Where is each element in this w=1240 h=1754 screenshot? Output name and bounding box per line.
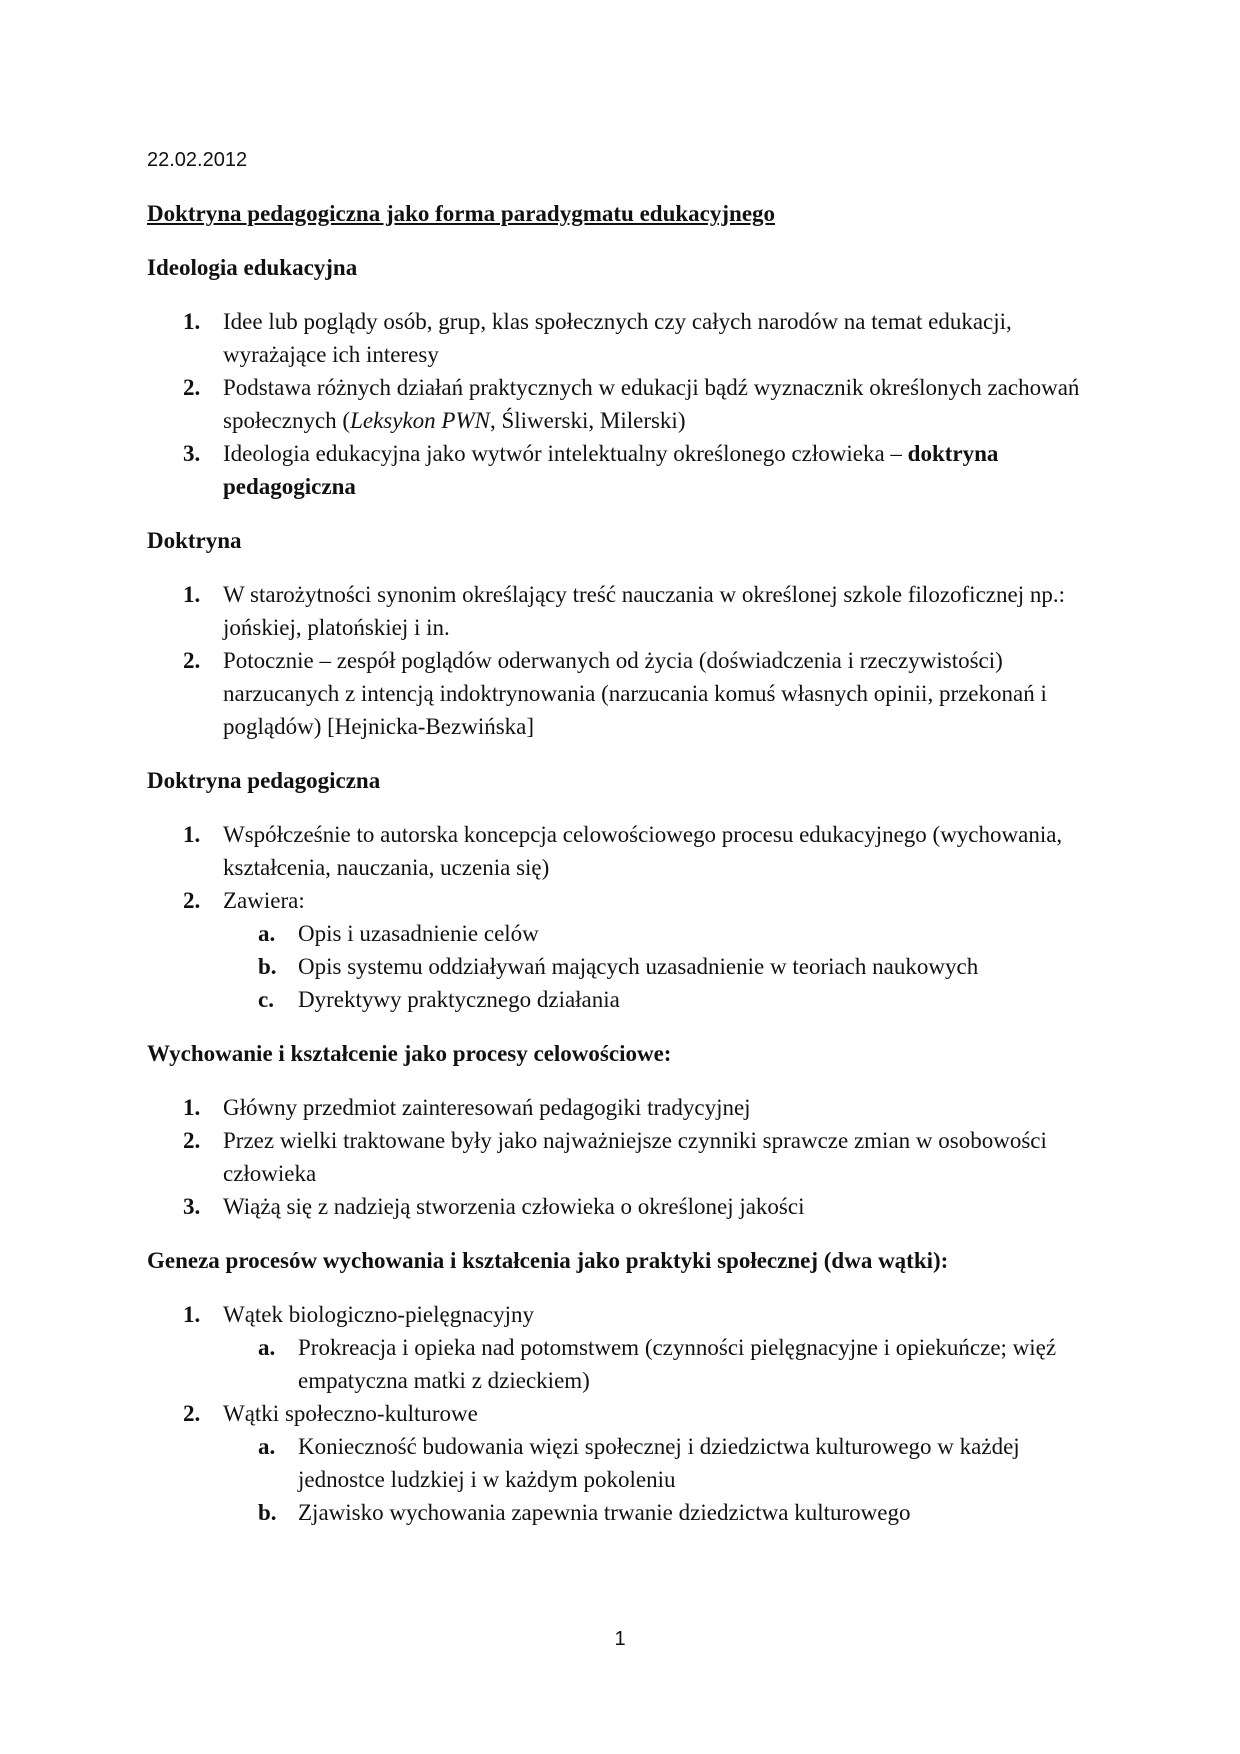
list-number: 2. <box>183 1128 201 1153</box>
list-number: 2. <box>183 648 201 673</box>
list-item-text: Przez wielki traktowane były jako najważniejsze czynniki sprawcze zmian w osobowości człowieka <box>223 1128 1047 1186</box>
page-number: 1 <box>614 1628 626 1650</box>
list-number: 2. <box>183 1401 201 1426</box>
list-item <box>147 305 1097 371</box>
sub-list-letter: a. <box>258 921 276 946</box>
list-item <box>147 1190 1097 1223</box>
sub-list-item-text: Prokreacja i opieka nad potomstwem (czynności pielęgnacyjne i opiekuńcze; więź empatyczna matki z dzieckiem) <box>298 1335 1057 1393</box>
section-list-doktryna-pedagogiczna <box>147 818 1097 1016</box>
document-content <box>147 197 1097 1550</box>
sub-list <box>223 1430 1097 1529</box>
list-number: 3. <box>183 441 201 466</box>
sub-list-item-text: Konieczność budowania więzi społecznej i dziedzictwa kulturowego w każdej jednostce ludzkiej i w każdym pokoleniu <box>298 1434 1020 1492</box>
section-list-wychowanie <box>147 1091 1097 1223</box>
list-number: 3. <box>183 1194 201 1219</box>
section-list-doktryna <box>147 578 1097 743</box>
section-heading-wychowanie: Wychowanie i kształcenie jako procesy celowościowe: <box>147 1041 672 1066</box>
list-item-text-continued: , Śliwerski, Milerski) <box>489 408 686 433</box>
list-number: 1. <box>183 1095 201 1120</box>
list-item-text: Wątek biologiczno-pielęgnacyjny <box>223 1302 535 1327</box>
list-item-text: Współcześnie to autorska koncepcja celowościowego procesu edukacyjnego (wychowania, kształcenia, nauczania, uczenia się) <box>223 822 1063 880</box>
list-item-text: Ideologia edukacyjna jako wytwór intelektualny określonego człowieka – <box>223 441 908 466</box>
list-item <box>147 1298 1097 1397</box>
list-item-text: Potocznie – zespół poglądów oderwanych od życia (doświadczenia i rzeczywistości) narzucanych z intencją indoktrynowania (narzucania komuś własnych opinii, przekonań i poglądów) [Hejnicka-Bezwińska] <box>223 648 1047 739</box>
list-item <box>147 371 1097 437</box>
sub-list-item <box>223 917 1097 950</box>
document-date: 22.02.2012 <box>147 149 248 171</box>
sub-list-letter: c. <box>258 987 274 1012</box>
list-item-text: Główny przedmiot zainteresowań pedagogiki tradycyjnej <box>223 1095 751 1120</box>
list-item-text: Zawiera: <box>223 888 305 913</box>
list-number: 2. <box>183 888 201 913</box>
section-heading-doktryna: Doktryna <box>147 528 242 553</box>
sub-list <box>223 1331 1097 1397</box>
list-number: 1. <box>183 309 201 334</box>
list-item <box>147 1397 1097 1529</box>
sub-list-letter: a. <box>258 1335 276 1360</box>
list-item-text: Wiążą się z nadzieją stworzenia człowieka o określonej jakości <box>223 1194 805 1219</box>
sub-list-item <box>223 1430 1097 1496</box>
sub-list-item-text: Opis systemu oddziaływań mających uzasadnienie w teoriach naukowych <box>298 954 979 979</box>
list-number: 2. <box>183 375 201 400</box>
sub-list-item-text: Dyrektywy praktycznego działania <box>298 987 620 1012</box>
sub-list-letter: b. <box>258 1500 277 1525</box>
list-item-text: Podstawa różnych działań praktycznych w edukacji bądź wyznacznik określonych zachowań społecznych ( <box>223 375 1080 433</box>
list-item-text: W starożytności synonim określający treść nauczania w określonej szkole filozoficznej np.: jońskiej, platońskiej i in. <box>223 582 1065 640</box>
sub-list-item <box>223 1496 1097 1529</box>
sub-list-item-text: Opis i uzasadnienie celów <box>298 921 539 946</box>
section-list-ideologia <box>147 305 1097 503</box>
section-list-geneza <box>147 1298 1097 1529</box>
section-heading-ideologia: Ideologia edukacyjna <box>147 255 358 280</box>
sub-list-item-text: Zjawisko wychowania zapewnia trwanie dziedzictwa kulturowego <box>298 1500 911 1525</box>
sub-list-letter: a. <box>258 1434 276 1459</box>
section-heading-doktryna-pedagogiczna: Doktryna pedagogiczna <box>147 768 381 793</box>
list-item <box>147 437 1097 503</box>
list-item <box>147 818 1097 884</box>
list-item-italic-text: Leksykon PWN <box>350 408 490 433</box>
list-item-text: Wątki społeczno-kulturowe <box>223 1401 478 1426</box>
list-item <box>147 884 1097 1016</box>
sub-list <box>223 917 1097 1016</box>
sub-list-item <box>223 1331 1097 1397</box>
list-item <box>147 578 1097 644</box>
sub-list-item <box>223 983 1097 1016</box>
sub-list-item <box>223 950 1097 983</box>
list-item-bold-text: doktryna pedagogiczna <box>223 441 999 499</box>
list-item-text: Idee lub poglądy osób, grup, klas społecznych czy całych narodów na temat edukacji, wyrażające ich interesy <box>223 309 1012 367</box>
section-heading-geneza: Geneza procesów wychowania i kształcenia jako praktyki społecznej (dwa wątki): <box>147 1248 949 1273</box>
list-number: 1. <box>183 1302 201 1327</box>
list-item <box>147 1124 1097 1190</box>
list-item <box>147 644 1097 743</box>
list-item <box>147 1091 1097 1124</box>
document-title: Doktryna pedagogiczna jako forma paradygmatu edukacyjnego <box>147 201 776 226</box>
sub-list-letter: b. <box>258 954 277 979</box>
list-number: 1. <box>183 822 201 847</box>
list-number: 1. <box>183 582 201 607</box>
